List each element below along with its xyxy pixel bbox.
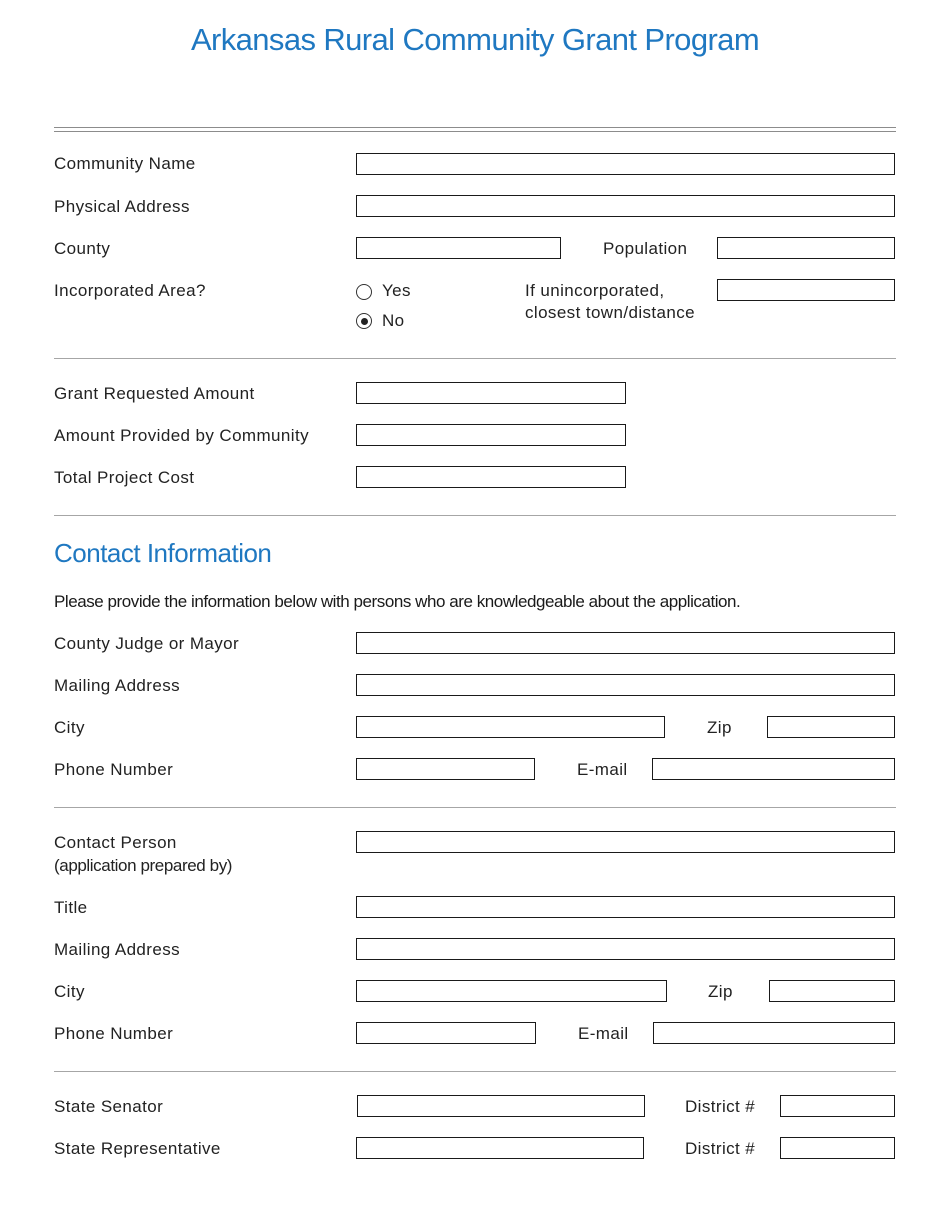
grant-requested-field[interactable] [356, 382, 626, 404]
physical-address-field[interactable] [356, 195, 895, 217]
title-field[interactable] [356, 896, 895, 918]
representative-district-field[interactable] [780, 1137, 895, 1159]
mailing-address-label: Mailing Address [54, 676, 181, 695]
community-name-field[interactable] [356, 153, 895, 175]
contact-person-label: Contact Person [54, 833, 177, 852]
state-representative-label: State Representative [54, 1139, 221, 1158]
contact-instruction: Please provide the information below with persons who are knowledgeable about the application. [54, 592, 741, 611]
representative-district-label: District # [685, 1139, 756, 1158]
contact-zip-label: Zip [708, 982, 733, 1001]
section-divider [54, 1071, 896, 1072]
section-divider [54, 807, 896, 808]
contact-zip-field[interactable] [769, 980, 895, 1002]
incorporated-no-radio[interactable] [356, 313, 372, 329]
total-project-cost-label: Total Project Cost [54, 468, 195, 487]
phone-number-field[interactable] [356, 758, 535, 780]
contact-information-heading: Contact Information [54, 538, 272, 568]
section-divider [54, 358, 896, 359]
contact-phone-label: Phone Number [54, 1024, 174, 1043]
state-senator-label: State Senator [54, 1097, 164, 1116]
title-label: Title [54, 898, 88, 917]
contact-mailing-address-field[interactable] [356, 938, 895, 960]
community-name-label: Community Name [54, 154, 196, 173]
county-judge-label: County Judge or Mayor [54, 634, 240, 653]
county-label: County [54, 239, 111, 258]
state-representative-field[interactable] [356, 1137, 644, 1159]
email-label: E-mail [577, 760, 628, 779]
city-label: City [54, 718, 85, 737]
city-field[interactable] [356, 716, 665, 738]
radio-selected-dot [361, 318, 368, 325]
physical-address-label: Physical Address [54, 197, 190, 216]
contact-person-field[interactable] [356, 831, 895, 853]
incorporated-area-label: Incorporated Area? [54, 281, 206, 300]
contact-city-field[interactable] [356, 980, 667, 1002]
incorporated-no-label: No [382, 311, 405, 330]
zip-field[interactable] [767, 716, 895, 738]
senator-district-label: District # [685, 1097, 756, 1116]
contact-email-label: E-mail [578, 1024, 629, 1043]
population-field[interactable] [717, 237, 895, 259]
contact-city-label: City [54, 982, 85, 1001]
grant-requested-label: Grant Requested Amount [54, 384, 255, 403]
contact-email-field[interactable] [653, 1022, 895, 1044]
unincorporated-label-line1: If unincorporated, [525, 281, 665, 300]
contact-mailing-address-label: Mailing Address [54, 940, 181, 959]
contact-phone-field[interactable] [356, 1022, 536, 1044]
county-judge-field[interactable] [356, 632, 895, 654]
unincorporated-label-line2: closest town/distance [525, 303, 695, 322]
county-field[interactable] [356, 237, 561, 259]
phone-number-label: Phone Number [54, 760, 174, 779]
population-label: Population [603, 239, 688, 258]
page-title: Arkansas Rural Community Grant Program [190, 22, 760, 57]
amount-provided-field[interactable] [356, 424, 626, 446]
incorporated-yes-radio[interactable] [356, 284, 372, 300]
contact-person-sublabel: (application prepared by) [54, 856, 233, 875]
section-divider [54, 515, 896, 516]
email-field[interactable] [652, 758, 895, 780]
mailing-address-field[interactable] [356, 674, 895, 696]
amount-provided-label: Amount Provided by Community [54, 426, 309, 445]
state-senator-field[interactable] [357, 1095, 645, 1117]
title-divider [54, 127, 896, 132]
incorporated-yes-label: Yes [382, 281, 411, 300]
zip-label: Zip [707, 718, 732, 737]
senator-district-field[interactable] [780, 1095, 895, 1117]
total-project-cost-field[interactable] [356, 466, 626, 488]
closest-town-distance-field[interactable] [717, 279, 895, 301]
